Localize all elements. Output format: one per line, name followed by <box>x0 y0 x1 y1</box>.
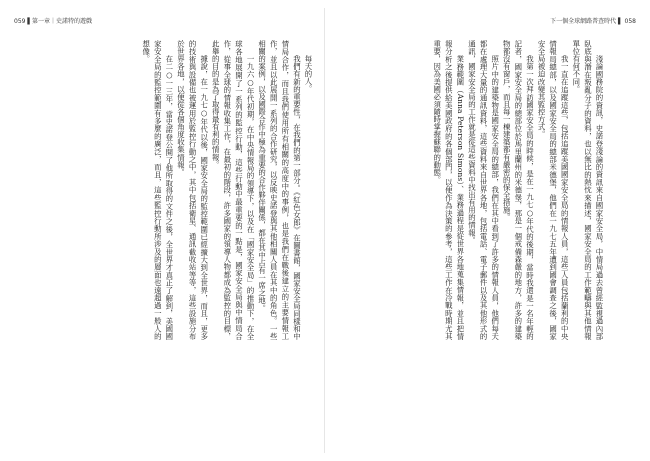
paragraph: 淺論國務院的資訊，史諾登淺論的資訊來自國家安全局，中情局過去曾經監視過內部臥底與潛在叛亂分子的資料，也以無比的熱忱來描述，國家安全局的工作範疇與其他情報單位有何不同。 <box>571 40 604 340</box>
paragraph: 據說，在一九七○年代以後，國家安全局的監控範圍已經擴大到全世界，而且，更多的技術與設備也被運用於監控行動之中，其中包括衛星、通訊截收站等等，這些設施分布於世界各地，以便從各個角度收集情報。 <box>176 40 209 340</box>
paragraph: 我一直在追蹤這些，包括追蹤美國國家安全局的情報人員，這些人員包括蘭利的中央情報局總部，以及國家安全局的總部米德堡，他們在一九七五年遭到國會調查之後，國家安全局被迫改變其監控方式。 <box>537 40 570 340</box>
right-running-header <box>550 16 636 25</box>
left-page-number: 059 <box>14 18 26 25</box>
right-page-number: 058 <box>624 18 636 25</box>
left-body-text <box>56 40 314 340</box>
paragraph: 我們有新的重要性，在我們的第一部分。《紅色女郎》在圖書館，國家安全局同樣和中情局合作，而且我們使用所有相關的高度中的事例，也是我們在戰後建立的主要情報工作，並且以此展開一系列的合作研究，以反映史諾登與其他相關人員在其中的角色。一些相關的案例，以及國際合作中極為重要的合作夥伴關係，都在其中占有一席之地。 <box>257 40 302 340</box>
left-running-head: ▌第一章｜史諾特的遊戲 <box>27 18 92 25</box>
paragraph: 業務範圍（Anna Peterson Simons）、業務過程是從世界各地蒐集情報，並且把情報分析之後提供給美國政府的各個部門，以便作為決策的參考，這些工作在冷戰時期尤其重要，因為美國必須隨時掌握蘇聯的動態。 <box>432 40 465 340</box>
left-running-header <box>14 16 92 25</box>
paragraph: 一九六○年代初期，在中央情報局的領導下，以及在「國家安全局」的推動下，在全球各地展開了一系列的監控行動，這些行動中最重要的一點是，國家安全局與中情局合作，從事全球的情報收集工作，在最初的階段，許多國家的領導人物都成為監控的目標，此舉的目的是為了取得最有利的情報。 <box>211 40 256 340</box>
right-running-head: 下一個全球網路普查時代 ▌ <box>550 18 623 25</box>
right-page <box>325 0 650 461</box>
paragraph: 在二○一三年，當史諾登公開了他所取得的文件之後，全世界才真正了解到，美國國家安全局的監控範圍有多麼的廣泛，而且，這些監控行動所涉及的層面也遠超過一般人的想像。 <box>141 40 174 340</box>
paragraph: 照片中的建築物是國家安全局的總部，我們在其中看到了許多的情報人員，他們每天都在處理大量的通訊資料，這些資料來自世界各地，包括電話、電子郵件以及其他形式的通訊，國家安全局的工作就是從這些資料中找出有用的情報。 <box>467 40 500 340</box>
right-body-text <box>343 40 605 340</box>
paragraph: 每天的人。 <box>304 54 313 93</box>
paragraph: 我第一次拜訪國家安全局的時候，是在一九七○年代的後期，當時我還是一名年輕的記者，國家安全局的總部位於馬里蘭州的米德堡，那是一個戒備森嚴的地方，許多的建築物都沒有窗戶，而且每一棟建築都有嚴密的保全措施。 <box>502 40 535 340</box>
